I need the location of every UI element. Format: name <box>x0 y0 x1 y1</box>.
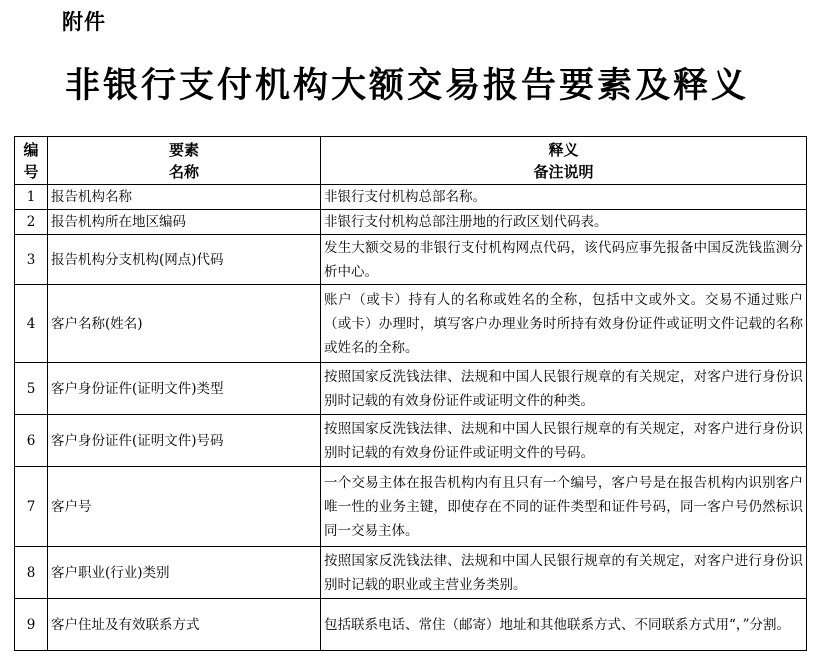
element-name: 报告机构所在地区编码 <box>48 210 321 235</box>
document-title: 非银行支付机构大额交易报告要素及释义 <box>64 66 749 106</box>
element-definition: 账户（或卡）持有人的名称或姓名的全称，包括中文或外文。交易不通过账户（或卡）办理时，填写客户办理业务时所持有效身份证件或证明文件记载的名称或姓名的全称。 <box>321 285 807 363</box>
element-definition: 包括联系电话、常住（邮寄）地址和其他联系方式、不同联系方式用“，”分割。 <box>321 599 807 651</box>
row-number: 6 <box>15 415 48 467</box>
element-name: 报告机构名称 <box>48 185 321 210</box>
table-header-row <box>15 137 807 185</box>
row-number: 1 <box>15 185 48 210</box>
row-number: 5 <box>15 363 48 415</box>
element-definition: 发生大额交易的非银行支付机构网点代码，该代码应事先报备中国反洗钱监测分析中心。 <box>321 235 807 285</box>
table-row <box>15 599 807 651</box>
element-name: 客户职业(行业)类别 <box>48 547 321 599</box>
element-definition: 非银行支付机构总部注册地的行政区划代码表。 <box>321 210 807 235</box>
row-number: 7 <box>15 467 48 547</box>
element-definition: 按照国家反洗钱法律、法规和中国人民银行规章的有关规定，对客户进行身份识别时记载的有效身份证件或证明文件的种类。 <box>321 363 807 415</box>
table-row <box>15 210 807 235</box>
table-row <box>15 285 807 363</box>
table-row <box>15 415 807 467</box>
row-number: 9 <box>15 599 48 651</box>
element-name: 报告机构分支机构(网点)代码 <box>48 235 321 285</box>
element-definition: 一个交易主体在报告机构内有且只有一个编号，客户号是在报告机构内识别客户唯一性的业务主键，即使存在不同的证件类型和证件号码，同一客户号仍然标识同一交易主体。 <box>321 467 807 547</box>
row-number: 8 <box>15 547 48 599</box>
table-row <box>15 547 807 599</box>
header-number: 编 号 <box>15 137 48 185</box>
element-name: 客户名称(姓名) <box>48 285 321 363</box>
row-number: 4 <box>15 285 48 363</box>
table-row <box>15 363 807 415</box>
table-row <box>15 467 807 547</box>
header-definition: 释义 备注说明 <box>321 137 807 185</box>
element-name: 客户身份证件(证明文件)号码 <box>48 415 321 467</box>
table-row <box>15 185 807 210</box>
element-definition: 非银行支付机构总部名称。 <box>321 185 807 210</box>
element-name: 客户号 <box>48 467 321 547</box>
row-number: 2 <box>15 210 48 235</box>
element-name: 客户住址及有效联系方式 <box>48 599 321 651</box>
element-definition: 按照国家反洗钱法律、法规和中国人民银行规章的有关规定，对客户进行身份识别时记载的有效身份证件或证明文件的号码。 <box>321 415 807 467</box>
attachment-label: 附件 <box>62 10 106 34</box>
elements-table <box>14 136 807 651</box>
table-row <box>15 235 807 285</box>
row-number: 3 <box>15 235 48 285</box>
element-definition: 按照国家反洗钱法律、法规和中国人民银行规章的有关规定，对客户进行身份识别时记载的职业或主营业务类别。 <box>321 547 807 599</box>
header-element-name: 要素 名称 <box>48 137 321 185</box>
element-name: 客户身份证件(证明文件)类型 <box>48 363 321 415</box>
